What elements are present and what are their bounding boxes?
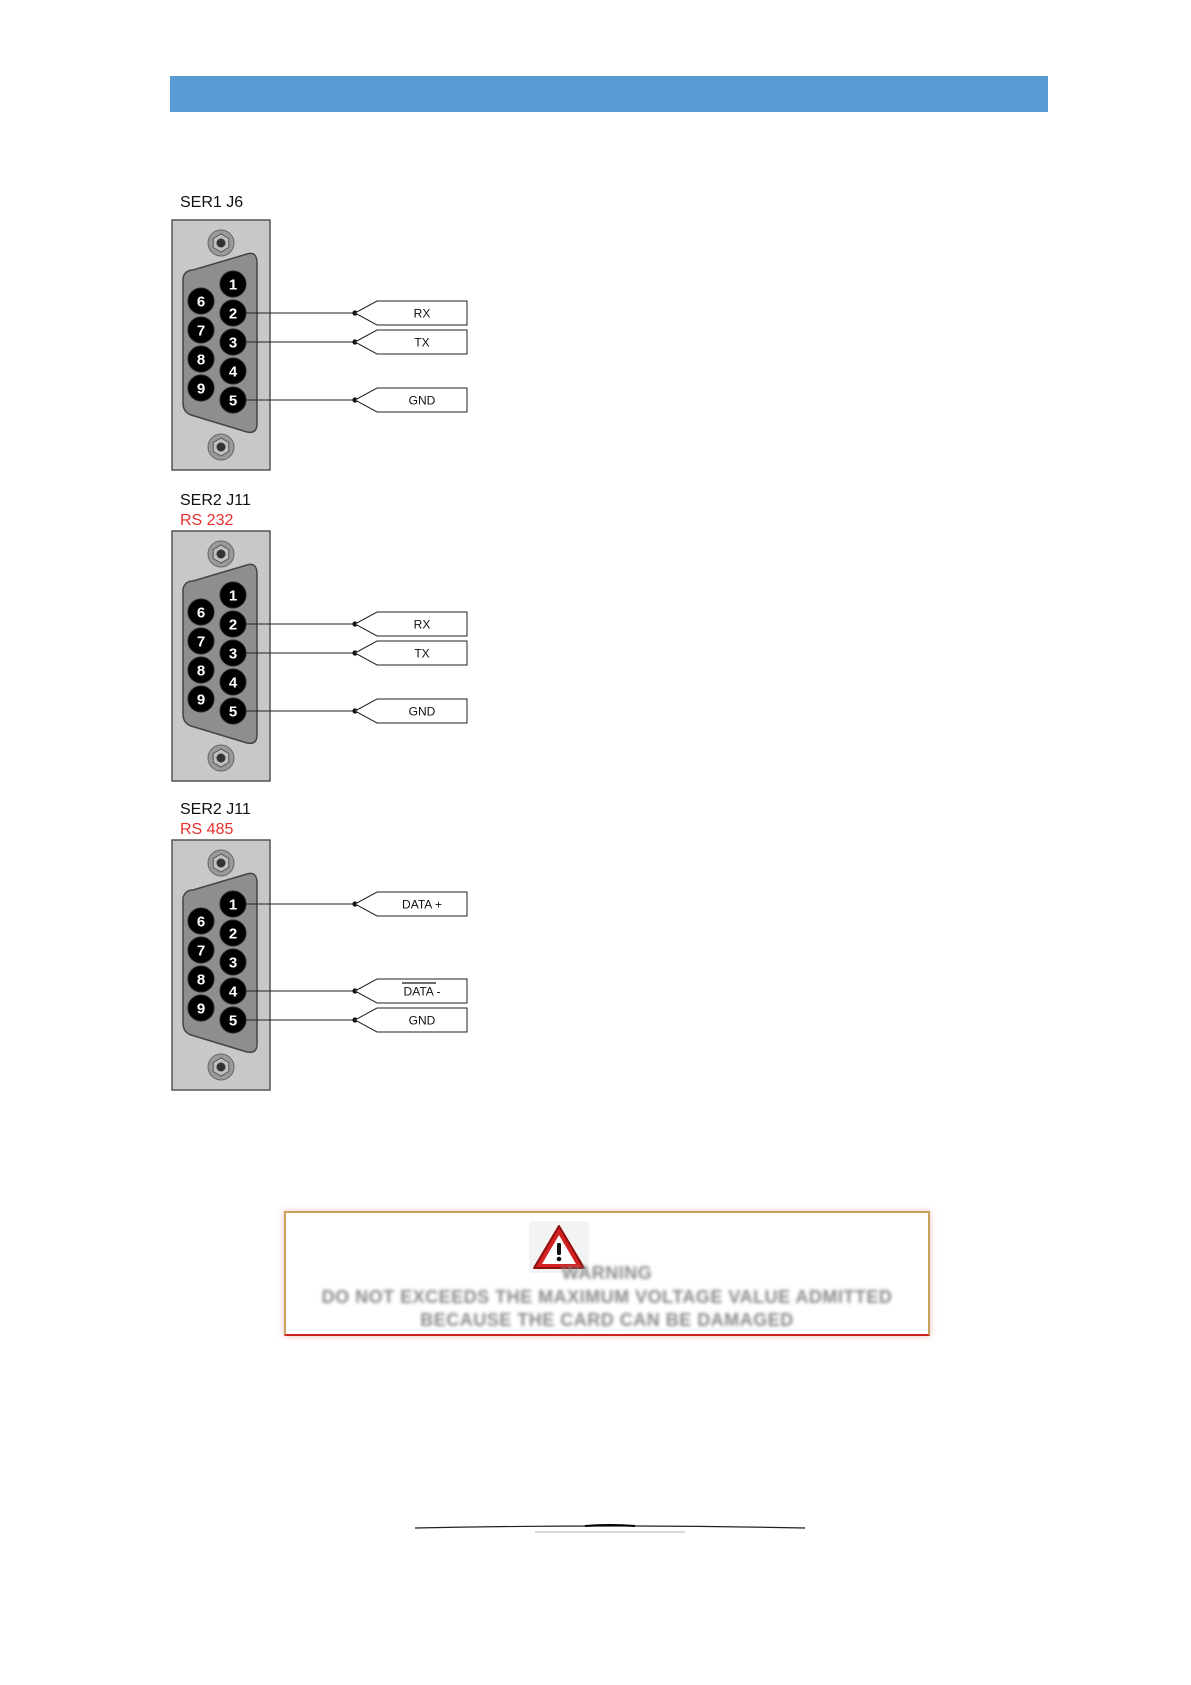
pin-4 (220, 669, 246, 695)
svg-text:6: 6 (196, 604, 206, 622)
svg-text:3: 3 (228, 954, 238, 972)
pin-5 (220, 698, 246, 724)
pin-1 (220, 271, 246, 297)
svg-text:5: 5 (228, 1012, 238, 1030)
pin-6 (188, 908, 214, 934)
svg-text:1: 1 (228, 587, 238, 605)
connector-2-name: SER2 J11 (180, 492, 251, 509)
mounting-screw-top (208, 541, 234, 567)
svg-text:7: 7 (196, 322, 206, 340)
connector-2-diagram (165, 529, 465, 784)
signal-label: TX (414, 335, 430, 350)
pin-3 (220, 329, 246, 355)
pin-9 (188, 995, 214, 1021)
warning-line-2: BECAUSE THE CARD CAN BE DAMAGED (420, 1310, 794, 1330)
pin-5 (220, 387, 246, 413)
svg-text:9: 9 (196, 380, 206, 398)
pin-1 (220, 891, 246, 917)
svg-text:4: 4 (228, 983, 238, 1001)
warning-title: WARNING (561, 1263, 653, 1283)
pin-4 (220, 358, 246, 384)
warning-box (284, 1211, 930, 1336)
svg-text:1: 1 (228, 896, 238, 914)
svg-text:7: 7 (196, 942, 206, 960)
pin-6 (188, 288, 214, 314)
svg-text:8: 8 (196, 351, 206, 369)
signal-label: RX (413, 617, 431, 632)
svg-text:6: 6 (196, 913, 206, 931)
mounting-screw-top (208, 230, 234, 256)
pin-7 (188, 317, 214, 343)
pin-2 (220, 300, 246, 326)
connector-1-name: SER1 J6 (180, 194, 244, 211)
svg-text:4: 4 (228, 363, 238, 381)
connector-3-name: SER2 J11 (180, 801, 251, 818)
svg-text:1: 1 (228, 276, 238, 294)
connector-2-subtitle: RS 232 (180, 512, 234, 529)
pin-8 (188, 657, 214, 683)
svg-text:7: 7 (196, 633, 206, 651)
svg-text:2: 2 (228, 925, 238, 943)
signal-label: GND (408, 704, 436, 719)
warning-line-1: DO NOT EXCEEDS THE MAXIMUM VOLTAGE VALUE ADMITTED (321, 1287, 893, 1307)
signal-label: RX (413, 306, 431, 321)
mounting-screw-top (208, 850, 234, 876)
svg-text:3: 3 (228, 645, 238, 663)
header-bar (170, 76, 1048, 112)
svg-text:6: 6 (196, 293, 206, 311)
svg-text:2: 2 (228, 616, 238, 634)
pin-8 (188, 346, 214, 372)
footer-divider (415, 1523, 805, 1537)
pin-8 (188, 966, 214, 992)
svg-text:2: 2 (228, 305, 238, 323)
signal-label: DATA - (403, 984, 441, 999)
svg-text:8: 8 (196, 971, 206, 989)
svg-text:5: 5 (228, 703, 238, 721)
svg-text:4: 4 (228, 674, 238, 692)
signal-label: TX (414, 646, 430, 661)
svg-text:5: 5 (228, 392, 238, 410)
connector-3-diagram (165, 838, 465, 1093)
pin-7 (188, 628, 214, 654)
svg-text:8: 8 (196, 662, 206, 680)
connector-1-diagram (165, 218, 465, 473)
pin-2 (220, 920, 246, 946)
mounting-screw-bottom (208, 745, 234, 771)
signal-label: DATA + (402, 897, 442, 912)
pin-1 (220, 582, 246, 608)
pin-7 (188, 937, 214, 963)
mounting-screw-bottom (208, 1054, 234, 1080)
svg-text:9: 9 (196, 1000, 206, 1018)
connector-3-title (180, 800, 251, 840)
pin-9 (188, 686, 214, 712)
connector-1-title (180, 193, 243, 213)
pin-3 (220, 640, 246, 666)
signal-label: GND (408, 1013, 436, 1028)
svg-text:3: 3 (228, 334, 238, 352)
pin-2 (220, 611, 246, 637)
pin-6 (188, 599, 214, 625)
connector-3-subtitle: RS 485 (180, 821, 234, 838)
connector-2-title (180, 491, 251, 531)
pin-5 (220, 1007, 246, 1033)
svg-text:9: 9 (196, 691, 206, 709)
mounting-screw-bottom (208, 434, 234, 460)
pin-3 (220, 949, 246, 975)
pin-9 (188, 375, 214, 401)
pin-4 (220, 978, 246, 1004)
signal-label: GND (408, 393, 436, 408)
